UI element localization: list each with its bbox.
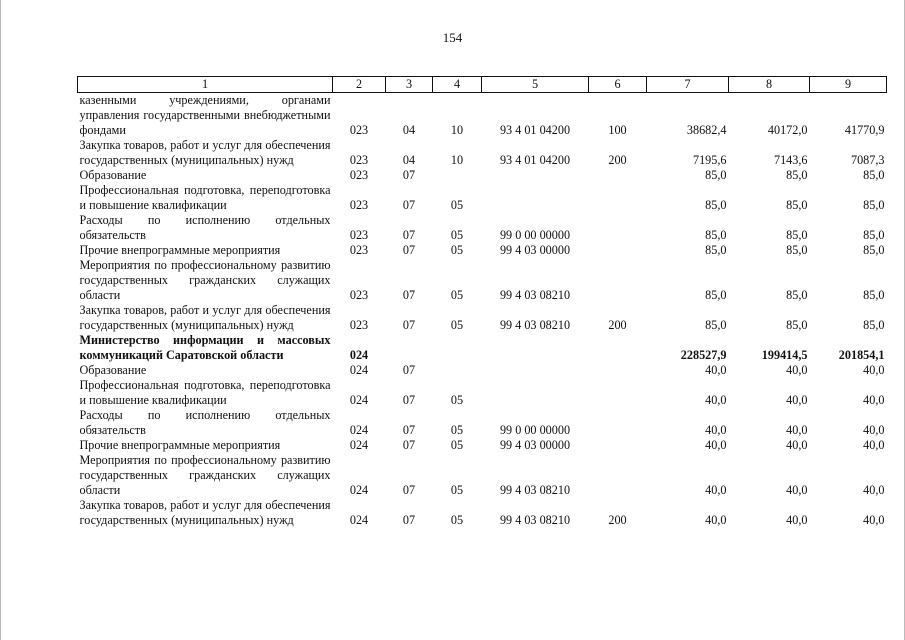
cell-expense-type: 100	[608, 123, 627, 137]
cell-section: 04	[402, 153, 416, 167]
cell-target-article: 99 4 03 00000	[499, 438, 571, 452]
table-row	[78, 303, 887, 333]
cell-subsection: 05	[450, 243, 464, 257]
cell-subsection	[433, 333, 482, 363]
column-header: 2	[333, 77, 386, 93]
cell-subsection: 05	[450, 318, 464, 332]
cell-target-article: 99 0 00 00000	[499, 228, 571, 242]
row-name: Министерство информации и массовых коммуникаций Саратовской области	[79, 333, 331, 362]
table-row	[78, 408, 887, 438]
table-row	[78, 333, 887, 363]
table-row	[78, 438, 887, 453]
row-name: Расходы по исполнению отдельных обязательств	[79, 213, 331, 242]
cell-amount-col9: 40,0	[863, 438, 885, 452]
cell-target-article	[482, 363, 589, 378]
cell-target-article: 93 4 01 04200	[499, 123, 571, 137]
row-name: Образование	[79, 363, 147, 377]
cell-section: 07	[402, 228, 416, 242]
cell-amount-col7: 40,0	[705, 363, 727, 377]
cell-amount-col7: 85,0	[705, 198, 727, 212]
row-name: Мероприятия по профессиональному развитию государственных гражданских служащих области	[79, 453, 331, 497]
cell-expense-type	[589, 258, 647, 303]
cell-section: 07	[402, 198, 416, 212]
table-row	[78, 168, 887, 183]
cell-expense-type	[589, 438, 647, 453]
table-row	[78, 183, 887, 213]
cell-amount-col8: 85,0	[786, 198, 808, 212]
cell-target-article: 99 4 03 08210	[499, 318, 571, 332]
cell-amount-col8: 40,0	[786, 438, 808, 452]
cell-ministry-code: 023	[349, 288, 369, 302]
cell-amount-col9: 40,0	[863, 513, 885, 527]
cell-section: 07	[402, 513, 416, 527]
cell-amount-col8: 199414,5	[761, 348, 808, 362]
cell-amount-col7: 85,0	[705, 288, 727, 302]
cell-expense-type	[589, 363, 647, 378]
cell-amount-col9: 201854,1	[838, 348, 885, 362]
cell-amount-col8: 40,0	[786, 483, 808, 497]
row-name: Образование	[79, 168, 147, 182]
cell-amount-col9: 85,0	[863, 168, 885, 182]
cell-amount-col9: 40,0	[863, 483, 885, 497]
row-name: Профессиональная подготовка, переподготовка и повышение квалификации	[79, 183, 331, 212]
column-header: 8	[729, 77, 810, 93]
cell-amount-col9: 85,0	[863, 198, 885, 212]
cell-section: 07	[402, 363, 416, 377]
cell-target-article	[482, 333, 589, 363]
cell-expense-type: 200	[608, 513, 627, 527]
table-row	[78, 363, 887, 378]
cell-ministry-code: 024	[349, 348, 369, 362]
cell-amount-col7: 40,0	[705, 423, 727, 437]
cell-subsection	[433, 168, 482, 183]
cell-expense-type	[589, 453, 647, 498]
cell-expense-type	[589, 378, 647, 408]
cell-subsection: 05	[450, 483, 464, 497]
cell-target-article: 99 4 03 00000	[499, 243, 571, 257]
table-row	[78, 93, 887, 139]
cell-target-article: 99 4 03 08210	[499, 288, 571, 302]
cell-ministry-code: 023	[349, 198, 369, 212]
cell-ministry-code: 024	[349, 423, 369, 437]
cell-amount-col8: 40,0	[786, 423, 808, 437]
cell-section	[386, 333, 433, 363]
table-row	[78, 453, 887, 498]
cell-target-article	[482, 378, 589, 408]
column-header: 7	[647, 77, 729, 93]
cell-amount-col7: 40,0	[705, 393, 727, 407]
cell-subsection: 05	[450, 288, 464, 302]
cell-ministry-code: 023	[349, 243, 369, 257]
cell-amount-col7: 85,0	[705, 243, 727, 257]
cell-expense-type: 200	[608, 318, 627, 332]
cell-amount-col7: 85,0	[705, 228, 727, 242]
cell-section: 07	[402, 318, 416, 332]
cell-ministry-code: 023	[349, 318, 369, 332]
cell-section: 07	[402, 243, 416, 257]
cell-subsection: 05	[450, 423, 464, 437]
cell-amount-col8: 85,0	[786, 228, 808, 242]
cell-amount-col8: 40172,0	[767, 123, 808, 137]
cell-amount-col9: 85,0	[863, 228, 885, 242]
cell-amount-col9: 85,0	[863, 288, 885, 302]
cell-subsection: 05	[450, 228, 464, 242]
cell-expense-type	[589, 243, 647, 258]
cell-target-article: 99 4 03 08210	[499, 483, 571, 497]
cell-section: 04	[402, 123, 416, 137]
cell-amount-col7: 40,0	[705, 483, 727, 497]
cell-subsection: 05	[450, 513, 464, 527]
cell-amount-col7: 40,0	[705, 438, 727, 452]
row-name: Профессиональная подготовка, переподготовка и повышение квалификации	[79, 378, 331, 407]
cell-amount-col8: 40,0	[786, 513, 808, 527]
cell-expense-type	[589, 213, 647, 243]
cell-ministry-code: 023	[349, 228, 369, 242]
cell-section: 07	[402, 168, 416, 182]
cell-amount-col8: 85,0	[786, 243, 808, 257]
cell-ministry-code: 023	[349, 123, 369, 137]
cell-amount-col9: 85,0	[863, 243, 885, 257]
cell-amount-col8: 85,0	[786, 318, 808, 332]
cell-section: 07	[402, 483, 416, 497]
column-header: 4	[433, 77, 482, 93]
table-row	[78, 258, 887, 303]
page-edge-left	[0, 0, 1, 640]
cell-amount-col7: 228527,9	[680, 348, 727, 362]
cell-subsection: 10	[450, 153, 464, 167]
cell-section: 07	[402, 393, 416, 407]
cell-amount-col8: 85,0	[786, 168, 808, 182]
cell-ministry-code: 023	[349, 153, 369, 167]
cell-subsection: 05	[450, 438, 464, 452]
cell-target-article: 99 0 00 00000	[499, 423, 571, 437]
column-header: 5	[482, 77, 589, 93]
table-row	[78, 138, 887, 168]
cell-subsection	[433, 363, 482, 378]
cell-expense-type	[589, 408, 647, 438]
budget-table	[77, 76, 887, 528]
row-name: Расходы по исполнению отдельных обязательств	[79, 408, 331, 437]
cell-amount-col7: 85,0	[705, 168, 727, 182]
row-name: казенными учреждениями, органами управления государственными внебюджетными фондами	[79, 93, 331, 137]
cell-expense-type	[589, 183, 647, 213]
column-header: 3	[386, 77, 433, 93]
cell-amount-col8: 7143,6	[773, 153, 808, 167]
cell-expense-type	[589, 168, 647, 183]
cell-ministry-code: 024	[349, 483, 369, 497]
row-name: Закупка товаров, работ и услуг для обеспечения государственных (муниципальных) нужд	[79, 498, 331, 527]
cell-amount-col9: 40,0	[863, 363, 885, 377]
cell-expense-type: 200	[608, 153, 627, 167]
cell-amount-col7: 85,0	[705, 318, 727, 332]
cell-amount-col7: 40,0	[705, 513, 727, 527]
cell-amount-col9: 41770,9	[844, 123, 885, 137]
cell-target-article: 93 4 01 04200	[499, 153, 571, 167]
column-header: 9	[810, 77, 887, 93]
cell-target-article: 99 4 03 08210	[499, 513, 571, 527]
cell-subsection: 05	[450, 393, 464, 407]
cell-expense-type	[589, 333, 647, 363]
row-name: Прочие внепрограммные мероприятия	[79, 438, 281, 452]
cell-target-article	[482, 183, 589, 213]
row-name: Мероприятия по профессиональному развитию государственных гражданских служащих области	[79, 258, 331, 302]
cell-ministry-code: 024	[349, 393, 369, 407]
cell-amount-col9: 85,0	[863, 318, 885, 332]
row-name: Прочие внепрограммные мероприятия	[79, 243, 281, 257]
cell-amount-col8: 85,0	[786, 288, 808, 302]
column-header: 6	[589, 77, 647, 93]
cell-amount-col9: 7087,3	[850, 153, 885, 167]
page-number: 154	[442, 30, 463, 45]
table-row	[78, 213, 887, 243]
cell-amount-col7: 7195,6	[692, 153, 727, 167]
cell-amount-col7: 38682,4	[686, 123, 727, 137]
row-name: Закупка товаров, работ и услуг для обеспечения государственных (муниципальных) нужд	[79, 303, 331, 332]
cell-ministry-code: 024	[349, 513, 369, 527]
table-row	[78, 378, 887, 408]
table-header-row	[78, 77, 887, 93]
cell-section: 07	[402, 423, 416, 437]
cell-subsection: 05	[450, 198, 464, 212]
column-header: 1	[78, 77, 333, 93]
cell-amount-col8: 40,0	[786, 363, 808, 377]
cell-ministry-code: 024	[349, 438, 369, 452]
cell-amount-col9: 40,0	[863, 393, 885, 407]
cell-amount-col8: 40,0	[786, 393, 808, 407]
cell-section: 07	[402, 438, 416, 452]
cell-ministry-code: 024	[349, 363, 369, 377]
cell-section: 07	[402, 288, 416, 302]
cell-ministry-code: 023	[349, 168, 369, 182]
table-row	[78, 243, 887, 258]
cell-target-article	[482, 168, 589, 183]
row-name: Закупка товаров, работ и услуг для обеспечения государственных (муниципальных) нужд	[79, 138, 331, 167]
cell-amount-col9: 40,0	[863, 423, 885, 437]
table-row	[78, 498, 887, 528]
cell-subsection: 10	[450, 123, 464, 137]
